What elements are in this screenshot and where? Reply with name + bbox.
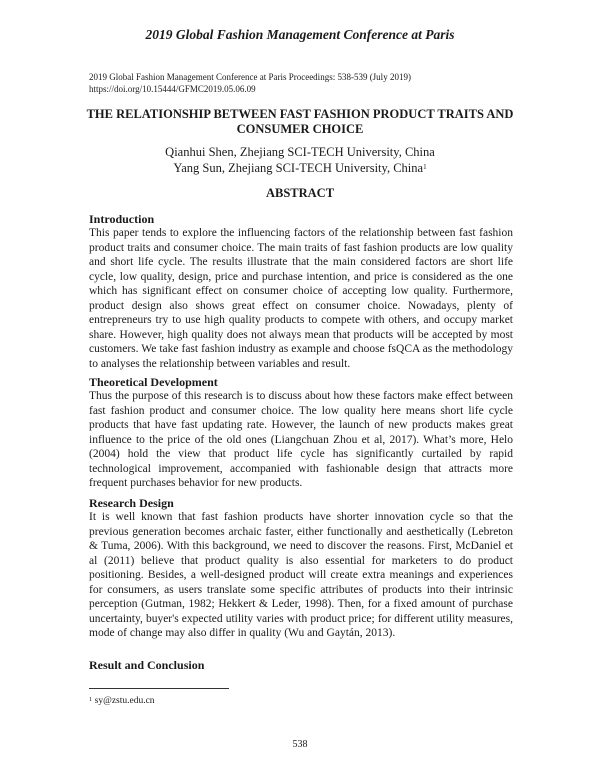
abstract-heading: ABSTRACT [265, 186, 335, 200]
citation-line: 2019 Global Fashion Management Conference at Paris Proceedings: 538-539 (July 2019) [89, 72, 411, 82]
section-body-theoretical-development: Thus the purpose of this research is to discuss about how these factors make effect between fast fashion product and consumer choice. The low quality here means short life cycle products that have fast updating rate. However, the launch of new products makes great influence to the price of the old ones (Liangchuan Zhou et al, 2017). What’s more, Helo (2004) hold the view that product life cycle has significantly curtailed by rapid technological improvement, accompanied with fashionable design that attracts more frequent purchases behavior for new products. [89, 390, 513, 489]
footnote-marker: 1 [89, 696, 93, 703]
footnote-email[interactable]: sy@zstu.edu.cn [94, 696, 155, 706]
author-list [80, 145, 520, 176]
running-header: 2019 Global Fashion Management Conference at Paris [145, 27, 455, 42]
footnote [89, 696, 155, 706]
section-body-introduction: This paper tends to explore the influencing factors of the relationship between fast fashion product traits and consumer choice. The main traits of fast fashion products are low quality and short life cycle. The results illustrate that the main considered factors are short life cycle, low quality, design, price and purchase intention, and price is considered as the one which has significant effect on consumer choice of accepting low quality. Furthermore, product design also shows great effect on consumer choice. Nowadays, plenty of entrepreneurs try to use high quality products to compete with others, and occupy market share. However, high quality does not always mean that products will be accepted by most customers. We take fast fashion industry as example and choose fsQCA as the methodology to analyses the relationship between variables and result. [89, 227, 513, 370]
citation-block [89, 71, 411, 95]
doi-link[interactable]: https://doi.org/10.15444/GFMC2019.05.06.09 [89, 84, 256, 94]
section-heading-research-design: Research Design [89, 496, 174, 510]
footnote-marker: 1 [423, 162, 427, 171]
author-name: Yang Sun, Zhejiang SCI-TECH University, China [173, 160, 424, 175]
section-heading-theoretical-development: Theoretical Development [89, 375, 218, 389]
title-line: THE RELATIONSHIP BETWEEN FAST FASHION PRODUCT TRAITS AND [86, 107, 514, 121]
page-number: 538 [292, 739, 308, 750]
title-line: CONSUMER CHOICE [236, 122, 364, 136]
paper-title [80, 107, 520, 137]
author-line: Qianhui Shen, Zhejiang SCI-TECH University, China [165, 145, 435, 159]
footnote-divider [89, 688, 229, 689]
section-body-research-design: It is well known that fast fashion products have shorter innovation cycle so that the previous generation becomes archaic faster, either functionally and aesthetically (Lebreton & Tuma, 2006). With this background, we need to discover the reasons. First, McDaniel et al (2011) believe that product quality is also essential for marketers to do product positioning. Besides, a well-designed product will create extra meanings and experiences for consumers, as users translate some specific attributes of products into their intrinsic perception (Gutman, 1982; Hekkert & Leder, 1998). Then, for a fixed amount of purchase uncertainty, buyer's expected utility varies with product price; for different utility measures, mode of change may also differ in quality (Wu and Gaytán, 2013). [89, 511, 513, 639]
author-line [80, 161, 520, 177]
section-heading-introduction: Introduction [89, 212, 155, 226]
section-heading-result-and-conclusion: Result and Conclusion [89, 658, 205, 672]
